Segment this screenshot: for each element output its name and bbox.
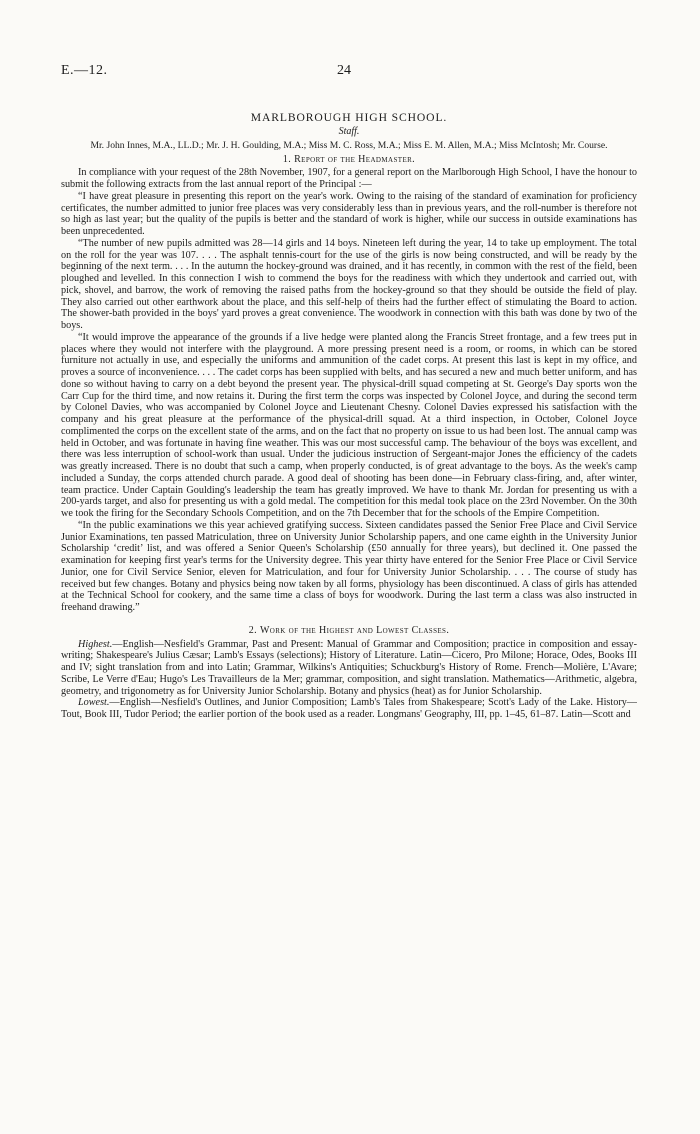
section-spacer xyxy=(61,614,637,623)
section-number: 1. xyxy=(282,153,292,165)
highest-label: Highest. xyxy=(78,638,113,650)
paragraph-intro: In compliance with your request of the 28th November, 1907, for a general report on the Marlborough High School, I have the honour to submit the following extracts from the last annual report of the Principal :— xyxy=(61,167,637,190)
paragraph-enrolment: “The number of new pupils admitted was 28—14 girls and 14 boys. Nineteen left during the year, 14 to take up employment. The total on the roll for the year was 107. . . . The asphalt tennis-court for the use of the girls is now being constructed, and will be ready by the beginning of the next term. . . . In the autumn the hockey-ground was drained, and it has recently, in common with the rest of the field, been ploughed and levelled. In this connection I wish to commend the boys for the readiness with which they undertook and carried out, with pick, shovel, and barrow, the work of removing the raised paths from the hockey-ground so that they should be outside the field of play. They also carried out other earthwork about the place, and this self-help of theirs had the further effect of stimulating the Board to action. The shower-bath provided in the boys' yard proves a great convenience. The woodwork in connection with this bath was done by two of the boys. xyxy=(61,237,637,331)
section-title: Report of the Headmaster. xyxy=(294,153,416,165)
section-title: Work of the Highest and Lowest Classes. xyxy=(259,624,450,636)
school-title: MARLBOROUGH HIGH SCHOOL. xyxy=(250,111,448,124)
paragraph-year-work: “I have great pleasure in presenting this report on the year's work. Owing to the raising of the standard of examination for proficiency certificates, the number admitted to junior free places was very considerably less than in previous years, and the roll-number is therefore not so high as last year; but the quality of the pupils is better and the standard of work is higher, while our success in outside examinations has been unprecedented. xyxy=(61,190,637,237)
section-heading-report xyxy=(61,154,637,166)
section-number: 2. xyxy=(248,624,258,636)
staff-list: Mr. John Innes, M.A., LL.D.; Mr. J. H. Goulding, M.A.; Miss M. C. Ross, M.A.; Miss E. M. Allen, M.A.; Miss McIntosh; Mr. Course. xyxy=(90,139,608,151)
document-reference: E.—12. xyxy=(61,63,108,78)
page-header xyxy=(61,63,637,79)
lowest-text: —English—Nesfield's Outlines, and Junior Composition; Lamb's Tales from Shakespeare; Scott's Lady of the Lake. History—Tout, Book III, Tudor Period; the earlier portion of the book used as a reader. Longmans' Geography, III, pp. 1–45, 61–87. Latin—Scott and xyxy=(61,697,637,720)
paragraph-lowest-class xyxy=(61,697,637,721)
paragraph-highest-class xyxy=(61,639,637,698)
paragraph-examinations: “In the public examinations we this year achieved gratifying success. Sixteen candidates passed the Senior Free Place and Civil Service Junior Examinations, ten passed Matriculation, three on University Junior Scholarship papers, and one came eighth in the University Junior Scholarship ‘credit’ list, and was offered a Senior Queen's Scholarship (£50 annually for three years), but declined it. One passed the examination for keeping first year's terms for the University degree. This year thirty have entered for the Senior Free Place or Civil Service Junior, one for Civil Service Senior, eleven for Matriculation, and four for University Junior Scholarship. . . . The course of study has received but few changes. Botany and physics being now taken by all forms, physiology has been discontinued. A class of girls has attended at the Technical School for cookery, and the same time a class of boys for woodwork. During the last term a class was also instructed in freehand drawing.” xyxy=(61,519,637,613)
staff-heading: Staff. xyxy=(338,125,360,137)
document-body xyxy=(61,112,637,721)
section-heading-classes xyxy=(61,625,637,637)
highest-text: —English—Nesfield's Grammar, Past and Present: Manual of Grammar and Composition; practice in composition and essay-writing; Shakespeare's Julius Cæsar; Lamb's Essays (selections); History of Literature. Latin—Cicero, Pro Milone; Horace, Odes, Books III and IV; sight translation from and into Latin; Grammar, Wilkins's Antiquities; Schuckburg's History of Rome. French—Molière, L'Avare; Scribe, Le Verre d'Eau; Hugo's Les Travailleurs de la Mer; grammar, composition, and sight translation. Mathematics—Arithmetic, algebra, geometry, and trigonometry as for University Junior Scholarship. Botany and physics (heat) as for Junior Scholarship. xyxy=(61,638,637,697)
paragraph-cadet-corps: “It would improve the appearance of the grounds if a live hedge were planted along the Francis Street frontage, and a few trees put in places where they would not interfere with the playground. A more pressing present need is a room, or rooms, in which can be stored furniture not actually in use, and especially the uniforms and ammunition of the cadet corps. At present this last is kept in my office, and proves a source of inconvenience. . . . The cadet corps has been supplied with belts, and has secured a new and much better uniform, and has done so without having to carry on a debt beyond the present year. The physical-drill squad competing at St. George's Day sports won the Carr Cup for the third time, and now retains it. During the first term the corps was inspected by Colonel Joyce, and during the second term by Colonel Davies, who was accompanied by Colonel Joyce and Lieutenant Chesny. Colonel Davies expressed his satisfaction with the company and his great pleasure at the performance of the physical-drill squad. At a third inspection, in October, Colonel Joyce complimented the corps on the excellent state of the arms, and on the fact that no property on issue to us had been lost. The annual camp was held in October, and was fortunate in having fine weather. This was our most successful camp. The behaviour of the boys was excellent, and there was less interruption of school-work than usual. Under the judicious instruction of Sergeant-major Jones the efficiency of the cadets was greatly increased. There is no doubt that such a camp, when properly conducted, is of great advantage to the boys. As the week's camp included a Sunday, the corps attended church parade. A good deal of shooting has been done—in February class-firing, and, after winter, team practice. Under Captain Goulding's leadership the team has greatly improved. We have to thank Mr. Jordan for presenting us with a 200-yards target, and also for presenting us with a gold medal. The competition for this medal took place on the 23rd November. On the 30th we took the firing for the Secondary Schools Competition, and on the 7th December that for the schools of the Empire Competition. xyxy=(61,331,637,519)
page-number: 24 xyxy=(337,63,351,78)
lowest-label: Lowest. xyxy=(78,697,110,709)
